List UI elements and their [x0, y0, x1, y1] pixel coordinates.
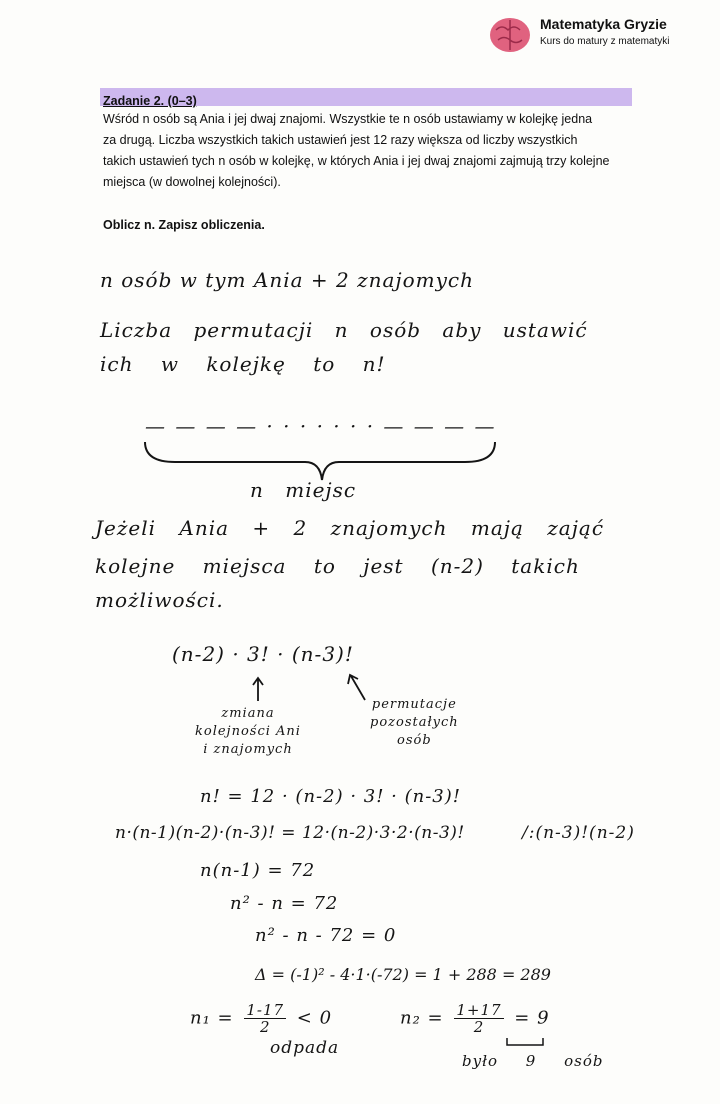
brain-icon: [488, 16, 532, 54]
answer-bracket: [505, 1036, 545, 1048]
slots-diagram: — — — — · · · · · · · — — — —: [145, 414, 497, 438]
brand-tagline: Kurs do matury z matematyki: [540, 36, 670, 47]
brand-name: Matematyka Gryzie: [540, 16, 667, 32]
solution-line: n osób w tym Ania + 2 znajomych: [100, 268, 475, 292]
solution-line: możliwości.: [95, 588, 224, 612]
n2-fraction: [454, 1002, 503, 1035]
brand-logo: [488, 16, 532, 54]
task-text: [103, 109, 609, 193]
task-instruction: Oblicz n. Zapisz obliczenia.: [103, 218, 265, 232]
answer-value: 9: [525, 1052, 537, 1070]
answer-prefix: było: [462, 1052, 498, 1070]
n2-numerator: 1+17: [456, 1001, 502, 1019]
solution-line: Jeżeli Ania + 2 znajomych mają zająć: [95, 516, 605, 540]
answer-suffix: osób: [564, 1052, 604, 1070]
arrow-up-icon: [345, 672, 369, 702]
note-line: kolejności Ani: [195, 724, 301, 739]
note-line: i znajomych: [203, 742, 293, 757]
arrow-up-icon: [250, 676, 266, 702]
n1-label: n₁ =: [190, 1007, 234, 1029]
equation: n! = 12 · (n-2) · 3! · (n-3)!: [200, 786, 462, 807]
task-line: takich ustawień tych n osób w kolejkę, w których Ania i jej dwaj znajomi zajmują trzy kolejne: [103, 154, 610, 168]
root-n1: [190, 1002, 332, 1035]
note-line: zmiana: [221, 706, 275, 721]
n2-tail: = 9: [514, 1007, 550, 1029]
task-line: Wśród n osób są Ania i jej dwaj znajomi. Wszystkie te n osób ustawiamy w kolejkę jedna: [103, 112, 593, 126]
task-title: Zadanie 2. (0–3): [103, 94, 197, 108]
equation: n² - n - 72 = 0: [255, 925, 397, 946]
n1-note: odpada: [270, 1038, 340, 1058]
equation-divide: /:(n-3)!(n-2): [522, 823, 635, 843]
solution-line: kolejne miejsca to jest (n-2) takich: [95, 554, 580, 578]
product-expression: (n-2) · 3! · (n-3)!: [172, 642, 354, 666]
solution-line: Liczba permutacji n osób aby ustawić: [100, 318, 588, 342]
equation: n·(n-1)(n-2)·(n-3)! = 12·(n-2)·3·2·(n-3)!: [115, 823, 465, 843]
n1-numerator: 1-17: [246, 1001, 285, 1019]
note-line: permutacje: [371, 697, 457, 712]
note-line: pozostałych: [370, 715, 459, 730]
root-n2: [400, 1002, 550, 1035]
task-line: miejsca (w dowolnej kolejności).: [103, 175, 281, 189]
solution-line: ich w kolejkę to n!: [100, 352, 386, 376]
n1-denominator: 2: [259, 1018, 271, 1036]
slots-label: n miejsc: [250, 478, 357, 502]
n2-denominator: 2: [473, 1018, 485, 1036]
equation: n² - n = 72: [230, 893, 339, 914]
n2-label: n₂ =: [400, 1007, 444, 1029]
note-right: [370, 696, 459, 750]
note-left: [195, 705, 301, 759]
task-line: za drugą. Liczba wszystkich takich ustawień jest 12 razy większa od liczby wszystkich: [103, 133, 578, 147]
n1-fraction: [244, 1002, 286, 1035]
n1-tail: < 0: [296, 1007, 333, 1029]
delta-equation: Δ = (-1)² - 4·1·(-72) = 1 + 288 = 289: [255, 965, 551, 984]
answer: [462, 1052, 603, 1070]
note-line: osób: [397, 733, 432, 748]
equation: n(n-1) = 72: [200, 860, 316, 881]
